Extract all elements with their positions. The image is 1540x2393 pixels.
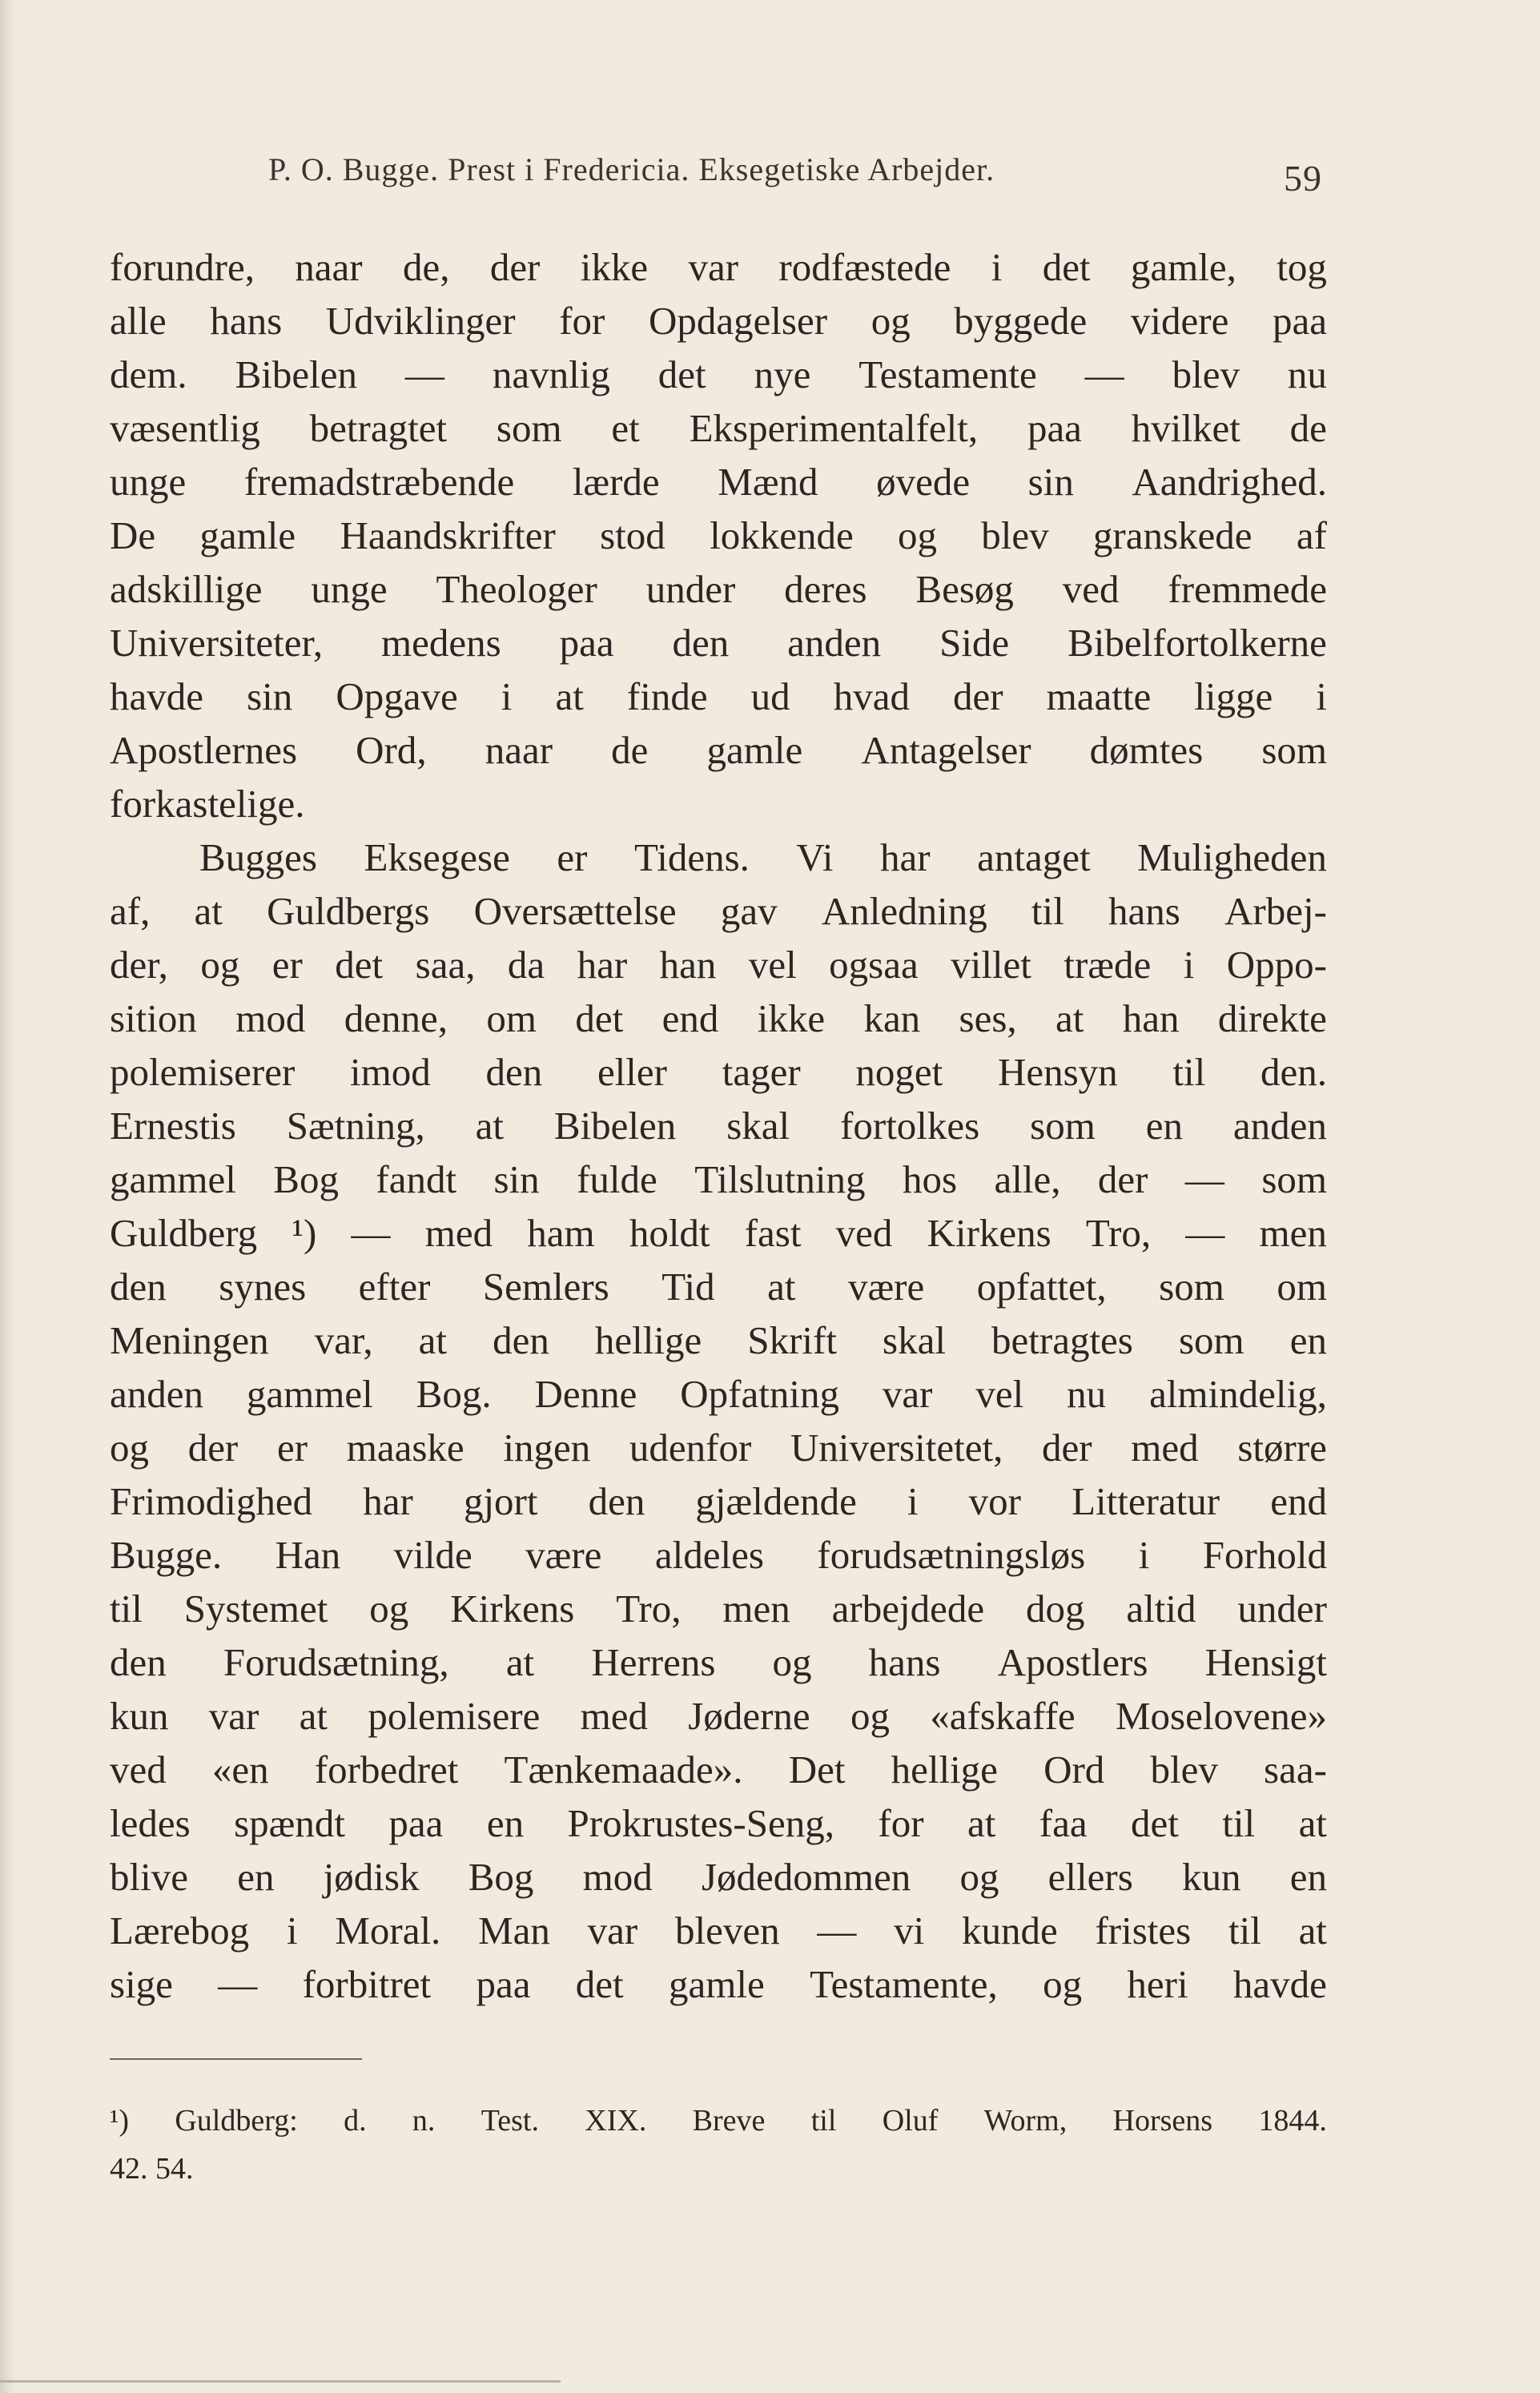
text-line: Lærebog i Moral. Man var bleven — vi kunde fristes til at xyxy=(110,1908,1327,1953)
text-line: forkastelige. xyxy=(110,782,305,826)
text-line: Bugges Eksegese er Tidens. Vi har antaget Muligheden xyxy=(199,835,1327,879)
text-line: Apostlernes Ord, naar de gamle Antagelser dømtes som xyxy=(110,728,1327,772)
text-line: adskillige unge Theologer under deres Besøg ved fremmede xyxy=(110,567,1327,611)
text-line: gammel Bog fandt sin fulde Tilslutning hos alle, der — som xyxy=(110,1157,1327,1201)
page-number: 59 xyxy=(1284,158,1322,199)
text-line: den Forudsætning, at Herrens og hans Apostlers Hensigt xyxy=(110,1640,1327,1684)
text-line: dem. Bibelen — navnlig det nye Testamente — blev nu xyxy=(110,352,1327,396)
text-line: væsentlig betragtet som et Eksperimentalfelt, paa hvilket de xyxy=(110,406,1327,450)
footnote-divider xyxy=(110,2058,362,2060)
text-line: Frimodighed har gjort den gjældende i vor Litteratur end xyxy=(110,1479,1327,1523)
text-line: ved «en forbedret Tænkemaade». Det hellige Ord blev saa- xyxy=(110,1747,1327,1792)
bottom-edge-rule xyxy=(0,2380,561,2383)
text-line: af, at Guldbergs Oversættelse gav Anledning til hans Arbej- xyxy=(110,889,1327,933)
text-line: til Systemet og Kirkens Tro, men arbejdede dog altid under xyxy=(110,1587,1327,1631)
text-line: alle hans Udviklinger for Opdagelser og byggede videre paa xyxy=(110,299,1327,343)
footnote xyxy=(110,2097,1327,2193)
text-line: kun var at polemisere med Jøderne og «afskaffe Moselovene» xyxy=(110,1694,1327,1738)
text-line: ledes spændt paa en Prokrustes-Seng, for at faa det til at xyxy=(110,1801,1327,1845)
footnote-line: 42. 54. xyxy=(110,2152,194,2186)
text-line: polemiserer imod den eller tager noget Hensyn til den. xyxy=(110,1050,1327,1094)
text-line: unge fremadstræbende lærde Mænd øvede sin Aandrighed. xyxy=(110,460,1327,504)
text-line: sition mod denne, om det end ikke kan ses, at han direkte xyxy=(110,996,1327,1040)
page-edge-shadow xyxy=(0,0,14,2393)
text-line: den synes efter Semlers Tid at være opfattet, som om xyxy=(110,1265,1327,1309)
text-line: Ernestis Sætning, at Bibelen skal fortolkes som en anden xyxy=(110,1104,1327,1148)
text-line: der, og er det saa, da har han vel ogsaa villet træde i Oppo- xyxy=(110,943,1327,987)
text-line: Guldberg ¹) — med ham holdt fast ved Kirkens Tro, — men xyxy=(110,1211,1327,1255)
text-line: havde sin Opgave i at finde ud hvad der maatte ligge i xyxy=(110,674,1327,718)
body-text xyxy=(110,240,1327,2011)
text-line: sige — forbitret paa det gamle Testamente, og heri havde xyxy=(110,1962,1327,2006)
text-line: og der er maaske ingen udenfor Universitetet, der med større xyxy=(110,1426,1327,1470)
text-line: Universiteter, medens paa den anden Side Bibelfortolkerne xyxy=(110,621,1327,665)
text-line: De gamle Haandskrifter stod lokkende og blev granskede af xyxy=(110,513,1327,557)
text-line: blive en jødisk Bog mod Jødedommen og ellers kun en xyxy=(110,1855,1327,1899)
running-head: P. O. Bugge. Prest i Fredericia. Eksegetiske Arbejder. xyxy=(268,151,995,187)
footnote-line: ¹) Guldberg: d. n. Test. XIX. Breve til Oluf Worm, Horsens 1844. xyxy=(110,2104,1327,2138)
text-line: anden gammel Bog. Denne Opfatning var vel nu almindelig, xyxy=(110,1372,1327,1416)
text-line: Bugge. Han vilde være aldeles forudsætningsløs i Forhold xyxy=(110,1533,1327,1577)
text-line: Meningen var, at den hellige Skrift skal betragtes som en xyxy=(110,1318,1327,1362)
text-line: forundre, naar de, der ikke var rodfæstede i det gamle, tog xyxy=(110,245,1327,289)
